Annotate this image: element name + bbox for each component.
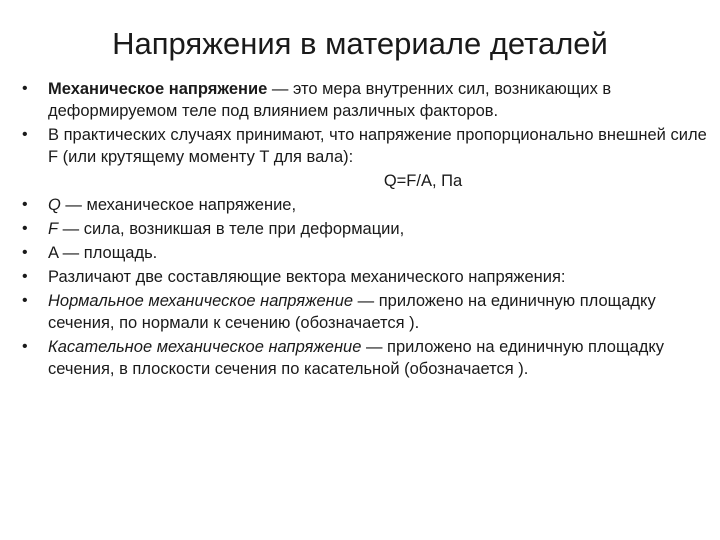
bullet-text: — это мера внутренних сил, возникающих в деформируемом теле под влиянием различных факторов. bbox=[48, 80, 612, 120]
term-tangential-stress: Касательное механическое напряжение bbox=[48, 338, 362, 356]
term-normal-stress: Нормальное механическое напряжение bbox=[48, 292, 354, 310]
bullet-dot: • bbox=[22, 126, 28, 143]
term-mechanical-stress: Механическое напряжение bbox=[48, 80, 268, 98]
bullet-text: — приложено на единичную площадку сечения, по нормали к сечению (обозначается ). bbox=[48, 292, 656, 332]
bullet-practical-cases bbox=[18, 124, 708, 168]
bullet-two-components bbox=[18, 266, 708, 288]
slide-title: Напряжения в материале деталей bbox=[112, 26, 608, 61]
bullet-a-definition bbox=[18, 242, 708, 264]
bullet-mechanical-stress-definition bbox=[18, 78, 708, 122]
bullet-text: — механическое напряжение, bbox=[60, 196, 297, 214]
term-f: F bbox=[48, 220, 59, 238]
bullet-dot: • bbox=[22, 196, 28, 213]
bullet-text: В практических случаях принимают, что напряжение пропорционально внешней силе F (или крутящему моменту T для вала): bbox=[48, 126, 707, 166]
bullet-tangential-stress bbox=[18, 336, 708, 380]
bullet-dot: • bbox=[22, 292, 28, 309]
bullet-text: — сила, возникшая в теле при деформации, bbox=[58, 220, 405, 238]
bullet-q-definition bbox=[18, 194, 708, 216]
bullet-dot: • bbox=[22, 268, 28, 285]
bullet-dot: • bbox=[22, 80, 28, 97]
bullet-dot: • bbox=[22, 338, 28, 355]
term-q: Q bbox=[48, 196, 61, 214]
stress-formula bbox=[138, 170, 708, 192]
bullet-text: A — площадь. bbox=[48, 244, 158, 262]
bullet-f-definition bbox=[18, 218, 708, 240]
bullet-list bbox=[18, 78, 708, 382]
bullet-dot: • bbox=[22, 244, 28, 261]
bullet-text: Различают две составляющие вектора механического напряжения: bbox=[48, 268, 566, 286]
formula-text: Q=F/A, Па bbox=[383, 172, 463, 190]
bullet-normal-stress bbox=[18, 290, 708, 334]
bullet-text: — приложено на единичную площадку сечения, в плоскости сечения по касательной (обозначается ). bbox=[48, 338, 665, 378]
bullet-dot: • bbox=[22, 220, 28, 237]
